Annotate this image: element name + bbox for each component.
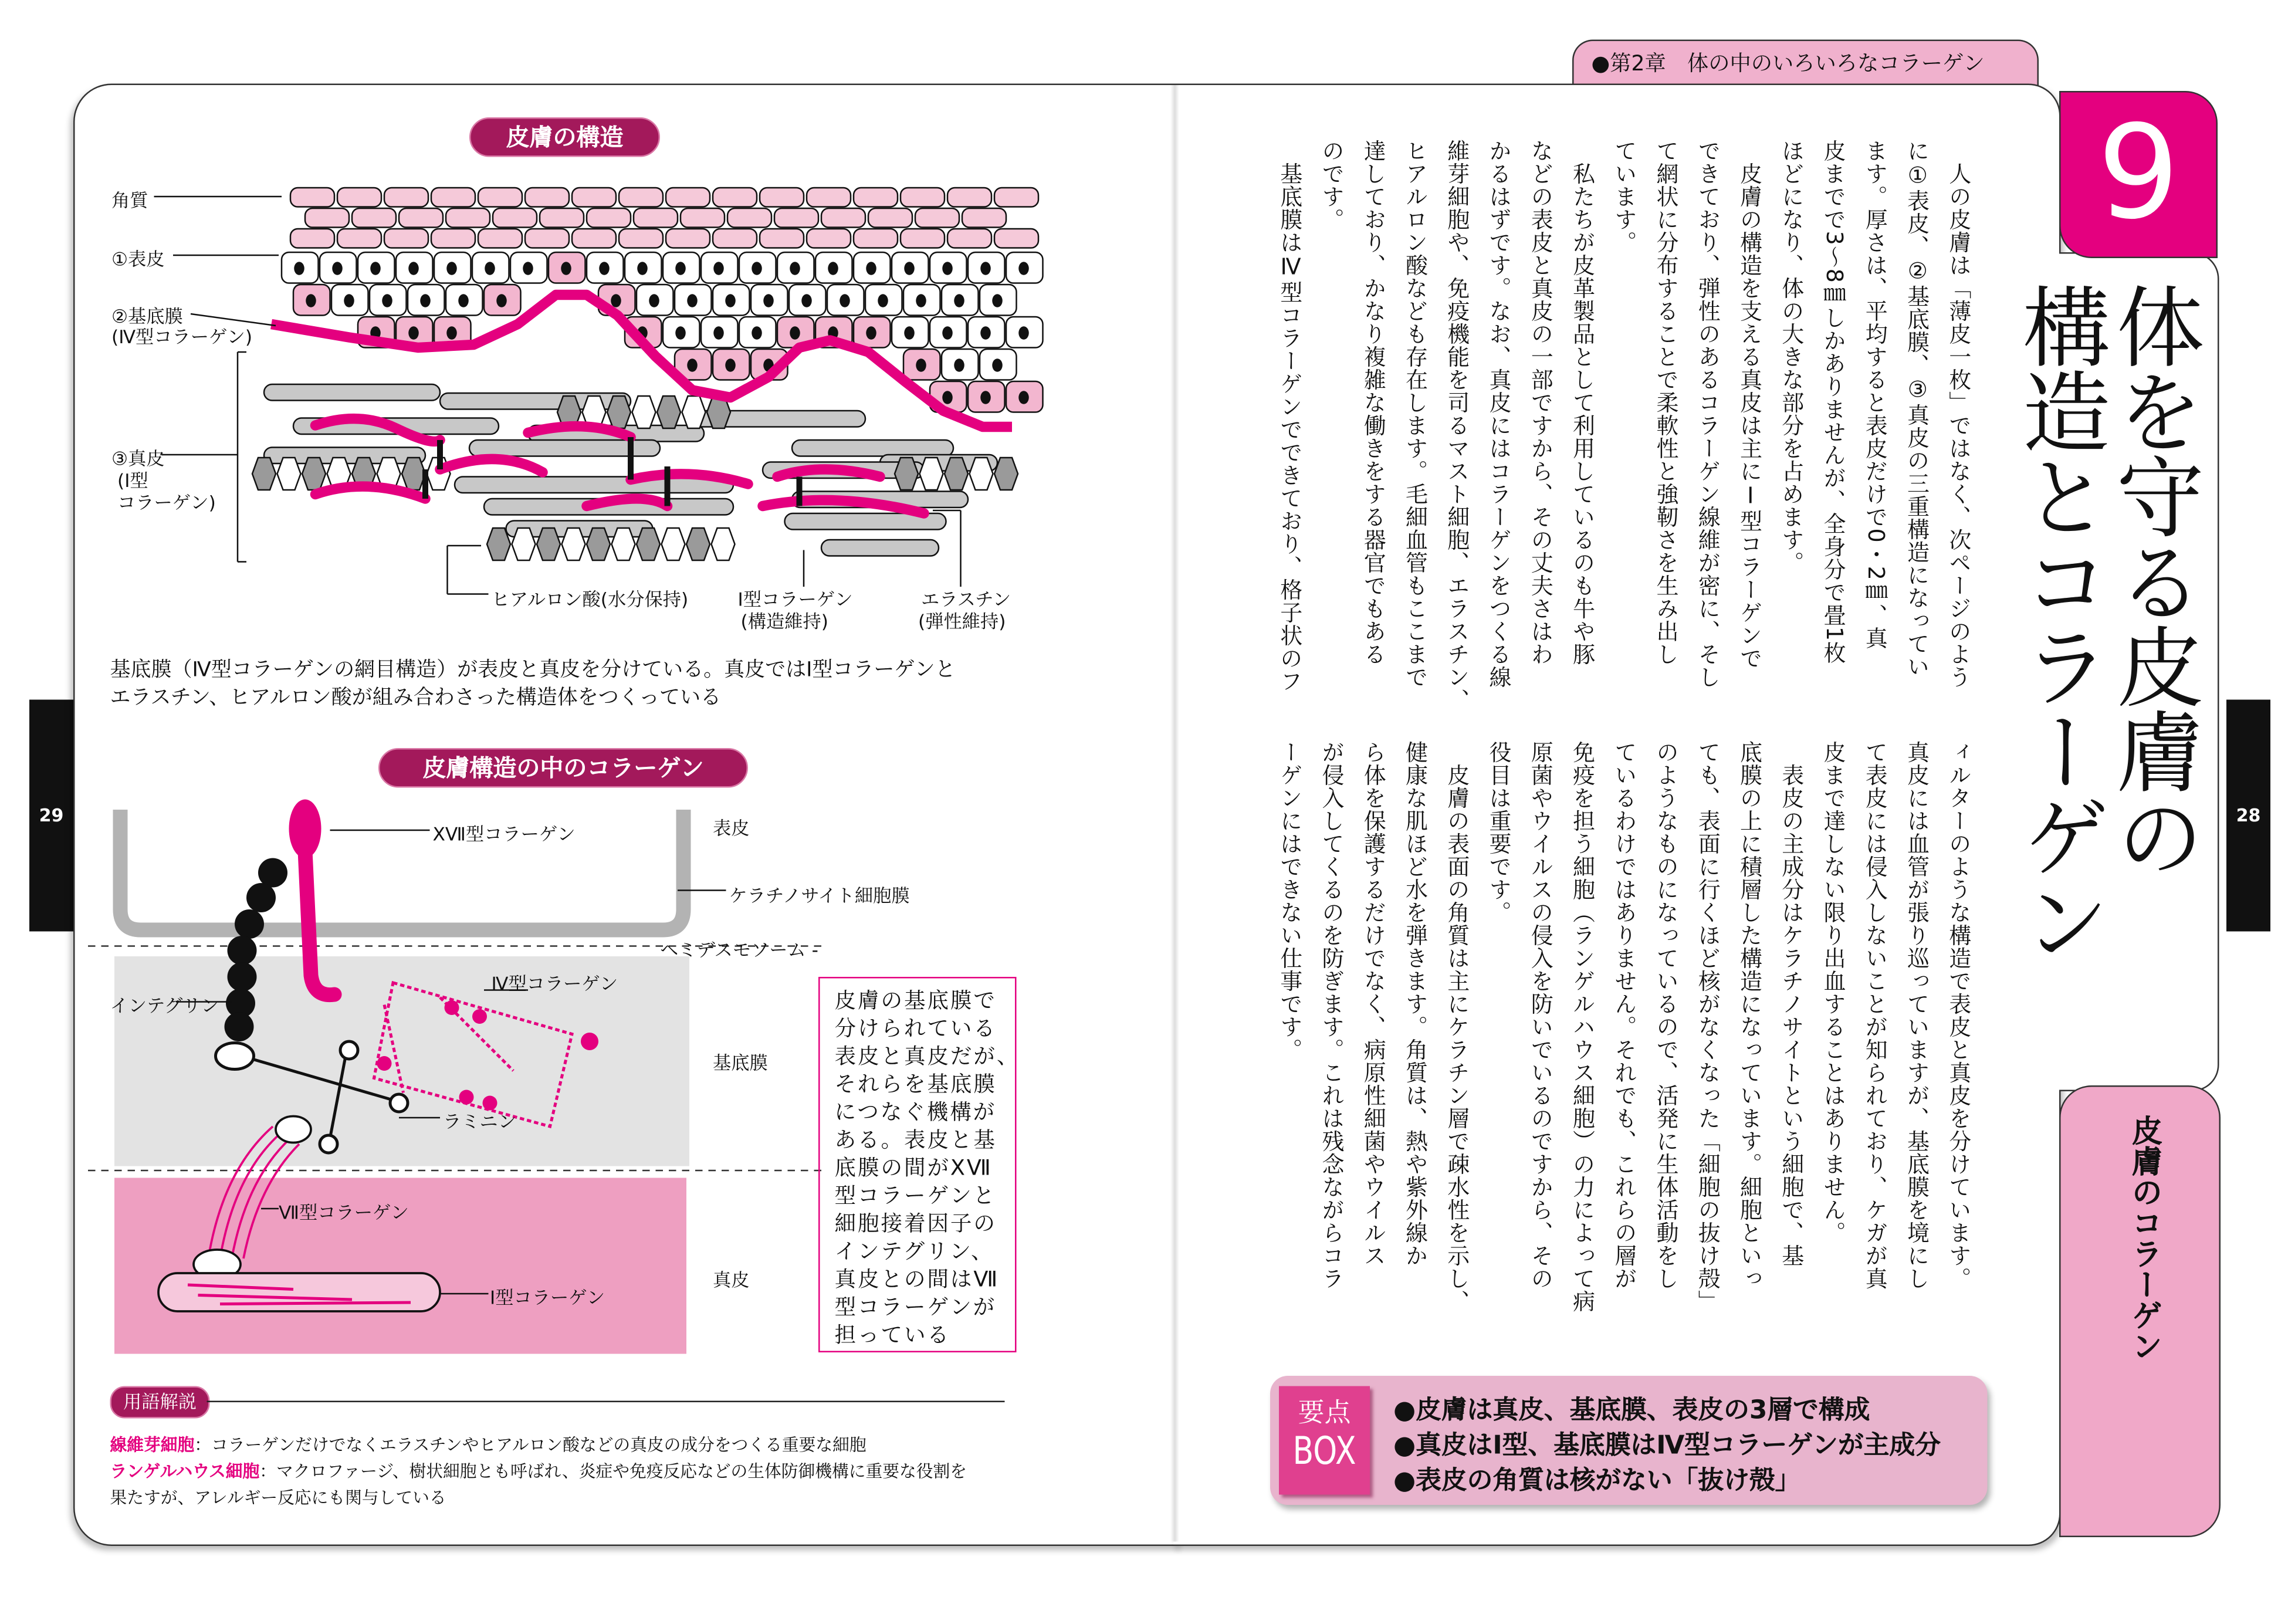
note-line: 型コラーゲンと bbox=[834, 1183, 997, 1209]
section-title-line-2: 構造とコラーゲン bbox=[2008, 282, 2111, 962]
badge-bottom: BOX bbox=[1292, 1430, 1356, 1474]
glossary-definition: ：マクロファージ、樹状細胞とも呼ばれ、炎症や免疫反応などの生体防御機構に重要な役割を bbox=[259, 1461, 967, 1481]
label-epidermis: ①表皮 bbox=[111, 248, 165, 270]
body-text-column: ても、表面に行くほど核がなくなった「細胞の抜け殻」 bbox=[1695, 740, 1722, 1313]
glossary-entry bbox=[110, 1433, 867, 1457]
label-epidermis-2: 表皮 bbox=[713, 817, 750, 839]
body-text-column: 皮膚の表面の角質は主にケラチン層で疎水性を示し、 bbox=[1444, 740, 1471, 1313]
label-collagen17: XⅦ型コラーゲン bbox=[432, 823, 576, 845]
chapter-header: ●第2章 体の中のいろいろなコラーゲン bbox=[1572, 40, 2039, 87]
body-text-column: ら体を保護するだけでなく、病原性細菌やウイルス bbox=[1361, 740, 1387, 1267]
body-text-column: 役目は重要です。 bbox=[1486, 740, 1513, 924]
page-number-tab-right bbox=[2226, 700, 2270, 932]
label-basement-membrane-2: 基底膜 bbox=[713, 1051, 768, 1074]
label-laminin: ラミニン bbox=[443, 1110, 517, 1132]
key-point-item: ●表皮の角質は核がない「抜け殻」 bbox=[1393, 1467, 1801, 1496]
note-line: 担っている bbox=[834, 1323, 950, 1348]
body-text-column: ヒアルロン酸なども存在します。毛細血管もここまで bbox=[1403, 139, 1430, 689]
body-text-column: 皮までで3〜8㎜しかありませんが、全身分で畳1枚 bbox=[1820, 139, 1847, 664]
key-point-item: ●皮膚は真皮、基底膜、表皮の3層で構成 bbox=[1393, 1396, 1870, 1426]
label-basement-sub: (Ⅳ型コラーゲン) bbox=[111, 326, 253, 348]
label-dermis-sub2: コラーゲン) bbox=[117, 491, 216, 513]
note-line: インテグリン、 bbox=[834, 1239, 994, 1264]
glossary-heading: 用語解説 bbox=[110, 1386, 210, 1419]
body-text-column: 維芽細胞や、免疫機能を司るマスト細胞、エラスチン、 bbox=[1444, 139, 1471, 712]
body-text-column: ィルターのような構造で表皮と真皮を分けています。 bbox=[1946, 740, 1973, 1290]
figure1-caption-line: 基底膜（Ⅳ型コラーゲンの網目構造）が表皮と真皮を分けている。真皮ではⅠ型コラーゲンと bbox=[110, 658, 956, 682]
note-line: 型コラーゲンが bbox=[834, 1295, 997, 1320]
glossary-definition: ：コラーゲンだけでなくエラスチンやヒアルロン酸などの真皮の成分をつくる重要な細胞 bbox=[194, 1434, 867, 1455]
figure2-note-box bbox=[818, 977, 1020, 1352]
body-text-column: できており、弾性のあるコラーゲン線維が密に、そし bbox=[1695, 139, 1722, 689]
glossary-term: 線維芽細胞 bbox=[110, 1434, 195, 1455]
body-text-column: て表皮には侵入しないことが知られており、ケガが真 bbox=[1863, 740, 1889, 1290]
body-text-column: 人の皮膚は「薄皮一枚」ではなく、次ページのよう bbox=[1946, 139, 1973, 689]
keratinocyte-membrane bbox=[120, 810, 683, 930]
note-line: 細胞接着因子の bbox=[834, 1212, 997, 1237]
note-line: 真皮との間はⅦ bbox=[834, 1267, 1000, 1293]
label-hyaluronic-acid: ヒアルロン酸(水分保持) bbox=[491, 588, 689, 610]
label-collagen4: Ⅳ型コラーゲン bbox=[491, 972, 618, 994]
page-number-right: 28 bbox=[2236, 805, 2261, 826]
body-text-column: ています。 bbox=[1612, 139, 1639, 254]
body-text-column: ーゲンにはできない仕事です。 bbox=[1277, 740, 1304, 1061]
body-text-column: 皮まで達しない限り出血することはありません。 bbox=[1820, 740, 1847, 1244]
body-text-column: 底膜の上に積層した構造になっています。細胞といっ bbox=[1737, 740, 1764, 1290]
label-collagen1-2: Ⅰ型コラーゲン bbox=[490, 1286, 605, 1308]
note-line: 皮膚の基底膜で bbox=[834, 989, 997, 1014]
label-collagen7: Ⅶ型コラーゲン bbox=[279, 1201, 409, 1223]
label-horny-layer: 角質 bbox=[111, 189, 148, 211]
label-elastin-sub: (弾性維持) bbox=[918, 610, 1006, 632]
section-title-line-1: 体を守る皮膚の bbox=[2101, 282, 2205, 877]
body-text-column: 達しており、かなり複雑な働きをする器官でもある bbox=[1361, 139, 1387, 666]
key-point-item: ●真皮はⅠ型、基底膜はⅣ型コラーゲンが主成分 bbox=[1393, 1432, 1941, 1461]
body-text-column: 表皮の主成分はケラチノサイトという細胞で、基 bbox=[1779, 740, 1806, 1267]
label-hemidesmosome: ヘミデスモソーム - bbox=[660, 939, 818, 961]
body-text-column: 真皮には血管が張り巡っていますが、基底膜を境にし bbox=[1904, 740, 1931, 1290]
glossary-term: ランゲルハウス細胞 bbox=[110, 1461, 260, 1481]
label-keratinocyte-membrane: ケラチノサイト細胞膜 bbox=[729, 884, 910, 906]
label-basement-membrane: ②基底膜 bbox=[111, 305, 183, 327]
label-dermis-sub1: (Ⅰ型 bbox=[117, 469, 148, 492]
label-elastin: エラスチン bbox=[921, 588, 1011, 610]
figure1-caption-line: エラスチン、ヒアルロン酸が組み合わさった構造体をつくっている bbox=[110, 686, 722, 710]
body-text-column: て網状に分布することで柔軟性と強靭さを生み出し bbox=[1653, 139, 1680, 666]
figure2-title: 皮膚構造の中のコラーゲン bbox=[378, 748, 748, 788]
body-text-column: 健康な肌ほど水を弾きます。角質は、熱や紫外線か bbox=[1403, 740, 1430, 1267]
label-collagen1: Ⅰ型コラーゲン bbox=[737, 588, 853, 610]
body-text-column: 皮膚の構造を支える真皮は主にⅠ型コラーゲンで bbox=[1737, 139, 1764, 670]
note-line: 底膜の間がXⅦ bbox=[834, 1156, 993, 1181]
note-line: それらを基底膜 bbox=[834, 1072, 997, 1097]
badge-top: 要点 bbox=[1298, 1398, 1351, 1429]
collagen-anchoring-diagram bbox=[0, 792, 821, 1379]
body-text-column: などの表皮と真皮の一部ですから、その丈夫さはわ bbox=[1528, 139, 1555, 666]
note-line: 表皮と真皮だが、 bbox=[834, 1044, 1020, 1070]
label-collagen1-sub: (構造維持) bbox=[740, 610, 828, 632]
note-line: につなぐ機構が bbox=[834, 1100, 997, 1125]
body-text-column: かるはずです。なお、真皮にはコラーゲンをつくる線 bbox=[1486, 139, 1513, 689]
horny-layer bbox=[290, 188, 1038, 248]
glossary-entry bbox=[110, 1460, 967, 1483]
key-points-badge bbox=[1279, 1386, 1370, 1495]
body-text-column: 私たちが皮革製品として利用しているのも牛や豚 bbox=[1570, 139, 1597, 666]
body-text-column: ほどになり、体の大きな部分を占めます。 bbox=[1779, 139, 1806, 574]
body-text-column: ているわけではありません。それでも、これらの層が bbox=[1612, 740, 1639, 1290]
label-dermis-2: 真皮 bbox=[713, 1268, 750, 1291]
side-tab-label: 皮膚のコラーゲン bbox=[2128, 1115, 2164, 1361]
body-text-column: 原菌やウイルスの侵入を防いでいるのですから、その bbox=[1528, 740, 1555, 1290]
label-integrin: インテグリン bbox=[110, 994, 219, 1017]
page-number-left: 29 bbox=[39, 805, 64, 826]
body-text-column: のようなものになっているので、活発に生体活動をし bbox=[1653, 740, 1680, 1290]
section-number: 9 bbox=[2059, 91, 2218, 258]
body-text-column: が侵入してくるのを防ぎます。これは残念ながらコラ bbox=[1319, 740, 1346, 1290]
body-text-column: に①表皮、②基底膜、③真皮の三重構造になってい bbox=[1904, 139, 1931, 678]
body-text-column: のです。 bbox=[1319, 139, 1346, 231]
body-text-column: 基底膜はⅣ型コラーゲンでできており、格子状のフ bbox=[1277, 139, 1304, 693]
collagen1-fibril-icon bbox=[158, 1273, 440, 1311]
note-line: ある。表皮と基 bbox=[834, 1128, 997, 1153]
glossary-continuation: 果たすが、アレルギー反応にも関与している bbox=[110, 1487, 446, 1508]
body-text-column: 免疫を担う細胞（ランゲルハウス細胞）の力によって病 bbox=[1570, 740, 1597, 1313]
label-dermis: ③真皮 bbox=[111, 447, 165, 469]
note-line: 分けられている bbox=[834, 1016, 997, 1041]
glossary-rule bbox=[207, 1401, 1005, 1403]
body-text-column: ます。厚さは、平均すると表皮だけで0・2㎜、真 bbox=[1863, 139, 1889, 649]
figure1-title: 皮膚の構造 bbox=[469, 117, 660, 157]
